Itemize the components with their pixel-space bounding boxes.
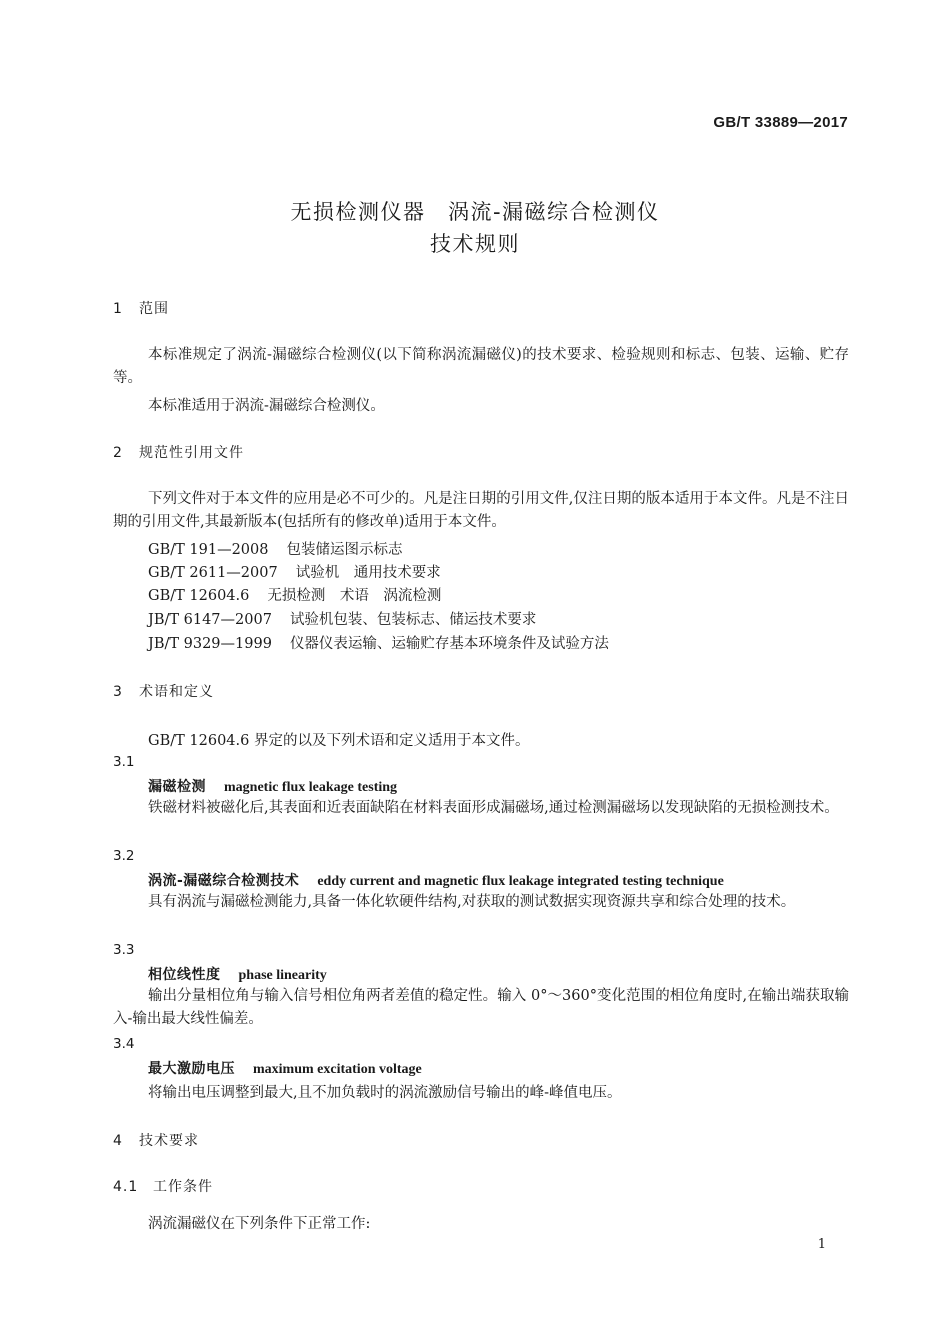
term-definition: 铁磁材料被磁化后,其表面和近表面缺陷在材料表面形成漏磁场,通过检测漏磁场以发现缺陷的无损检测技术。 (148, 800, 839, 816)
term-number: 3.3 (113, 942, 135, 958)
term-english: phase linearity (238, 968, 327, 983)
reference-code: JB/T 6147—2007 (148, 612, 272, 628)
section-number: 1 (113, 301, 123, 317)
term-chinese: 最大激励电压 (148, 1061, 235, 1077)
term-english: maximum excitation voltage (253, 1062, 422, 1077)
term-number: 3.4 (113, 1036, 135, 1052)
term-definition: 将输出电压调整到最大,且不加负载时的涡流激励信号输出的峰-峰值电压。 (148, 1085, 622, 1101)
section-title: 范围 (139, 301, 169, 317)
section-title: 技术要求 (139, 1133, 199, 1149)
term-heading (148, 776, 397, 796)
reference-title: 包装储运图示标志 (286, 542, 403, 558)
term-chinese: 漏磁检测 (148, 779, 206, 795)
document-title-line2: 技术规则 (430, 232, 520, 256)
standard-number: GB/T 33889—2017 (713, 114, 848, 131)
section-1-paragraph-1: 本标准规定了涡流-漏磁综合检测仪(以下简称涡流漏磁仪)的技术要求、检验规则和标志、包装、运输、贮存等。 (113, 347, 849, 386)
section-title: 规范性引用文件 (139, 445, 244, 461)
reference-code: GB/T 12604.6 (148, 588, 250, 604)
section-2-heading (113, 442, 244, 462)
section-4-paragraph-1: 涡流漏磁仪在下列条件下正常工作: (148, 1216, 371, 1232)
document-title-line1: 无损检测仪器 涡流-漏磁综合检测仪 (290, 200, 660, 224)
term-definition: 具有涡流与漏磁检测能力,具备一体化软硬件结构,对获取的测试数据实现资源共享和综合处理的技术。 (148, 894, 796, 910)
term-heading (148, 1058, 422, 1078)
term-heading (148, 870, 724, 890)
section-number: 2 (113, 445, 123, 461)
section-2-paragraph-1: 下列文件对于本文件的应用是必不可少的。凡是注日期的引用文件,仅注日期的版本适用于本文件。凡是不注日期的引用文件,其最新版本(包括所有的修改单)适用于本文件。 (113, 491, 849, 530)
page-number: 1 (817, 1237, 826, 1252)
reference-title: 试验机 通用技术要求 (295, 565, 441, 581)
reference-item (148, 584, 441, 605)
term-number: 3.2 (113, 848, 135, 864)
section-1-heading (113, 298, 169, 318)
section-1-paragraph-2: 本标准适用于涡流-漏磁综合检测仪。 (148, 398, 385, 414)
reference-code: JB/T 9329—1999 (148, 636, 272, 652)
reference-title: 试验机包装、包装标志、储运技术要求 (289, 612, 537, 628)
term-definition: 输出分量相位角与输入信号相位角两者差值的稳定性。输入 0°～360°变化范围的相位角度时,在输出端获取输入-输出最大线性偏差。 (113, 988, 849, 1027)
term-number: 3.1 (113, 754, 135, 770)
reference-item (148, 561, 441, 582)
term-chinese: 涡流-漏磁综合检测技术 (148, 873, 300, 889)
term-heading (148, 964, 327, 984)
subsection-number: 4.1 (113, 1179, 139, 1195)
reference-item (148, 608, 536, 629)
term-english: magnetic flux leakage testing (224, 780, 398, 795)
subsection-4-1-heading (113, 1176, 213, 1196)
term-english: eddy current and magnetic flux leakage integrated testing technique (317, 874, 724, 889)
reference-item (148, 538, 402, 559)
reference-title: 无损检测 术语 涡流检测 (267, 588, 442, 604)
reference-code: GB/T 191—2008 (148, 542, 269, 558)
section-3-heading (113, 681, 214, 701)
reference-title: 仪器仪表运输、运输贮存基本环境条件及试验方法 (289, 636, 609, 652)
section-3-intro: GB/T 12604.6 界定的以及下列术语和定义适用于本文件。 (148, 733, 530, 749)
section-4-heading (113, 1130, 199, 1150)
section-number: 4 (113, 1133, 123, 1149)
term-chinese: 相位线性度 (148, 967, 221, 983)
reference-code: GB/T 2611—2007 (148, 565, 278, 581)
section-number: 3 (113, 684, 123, 700)
section-title: 术语和定义 (139, 684, 214, 700)
reference-item (148, 632, 609, 653)
subsection-title: 工作条件 (153, 1179, 213, 1195)
